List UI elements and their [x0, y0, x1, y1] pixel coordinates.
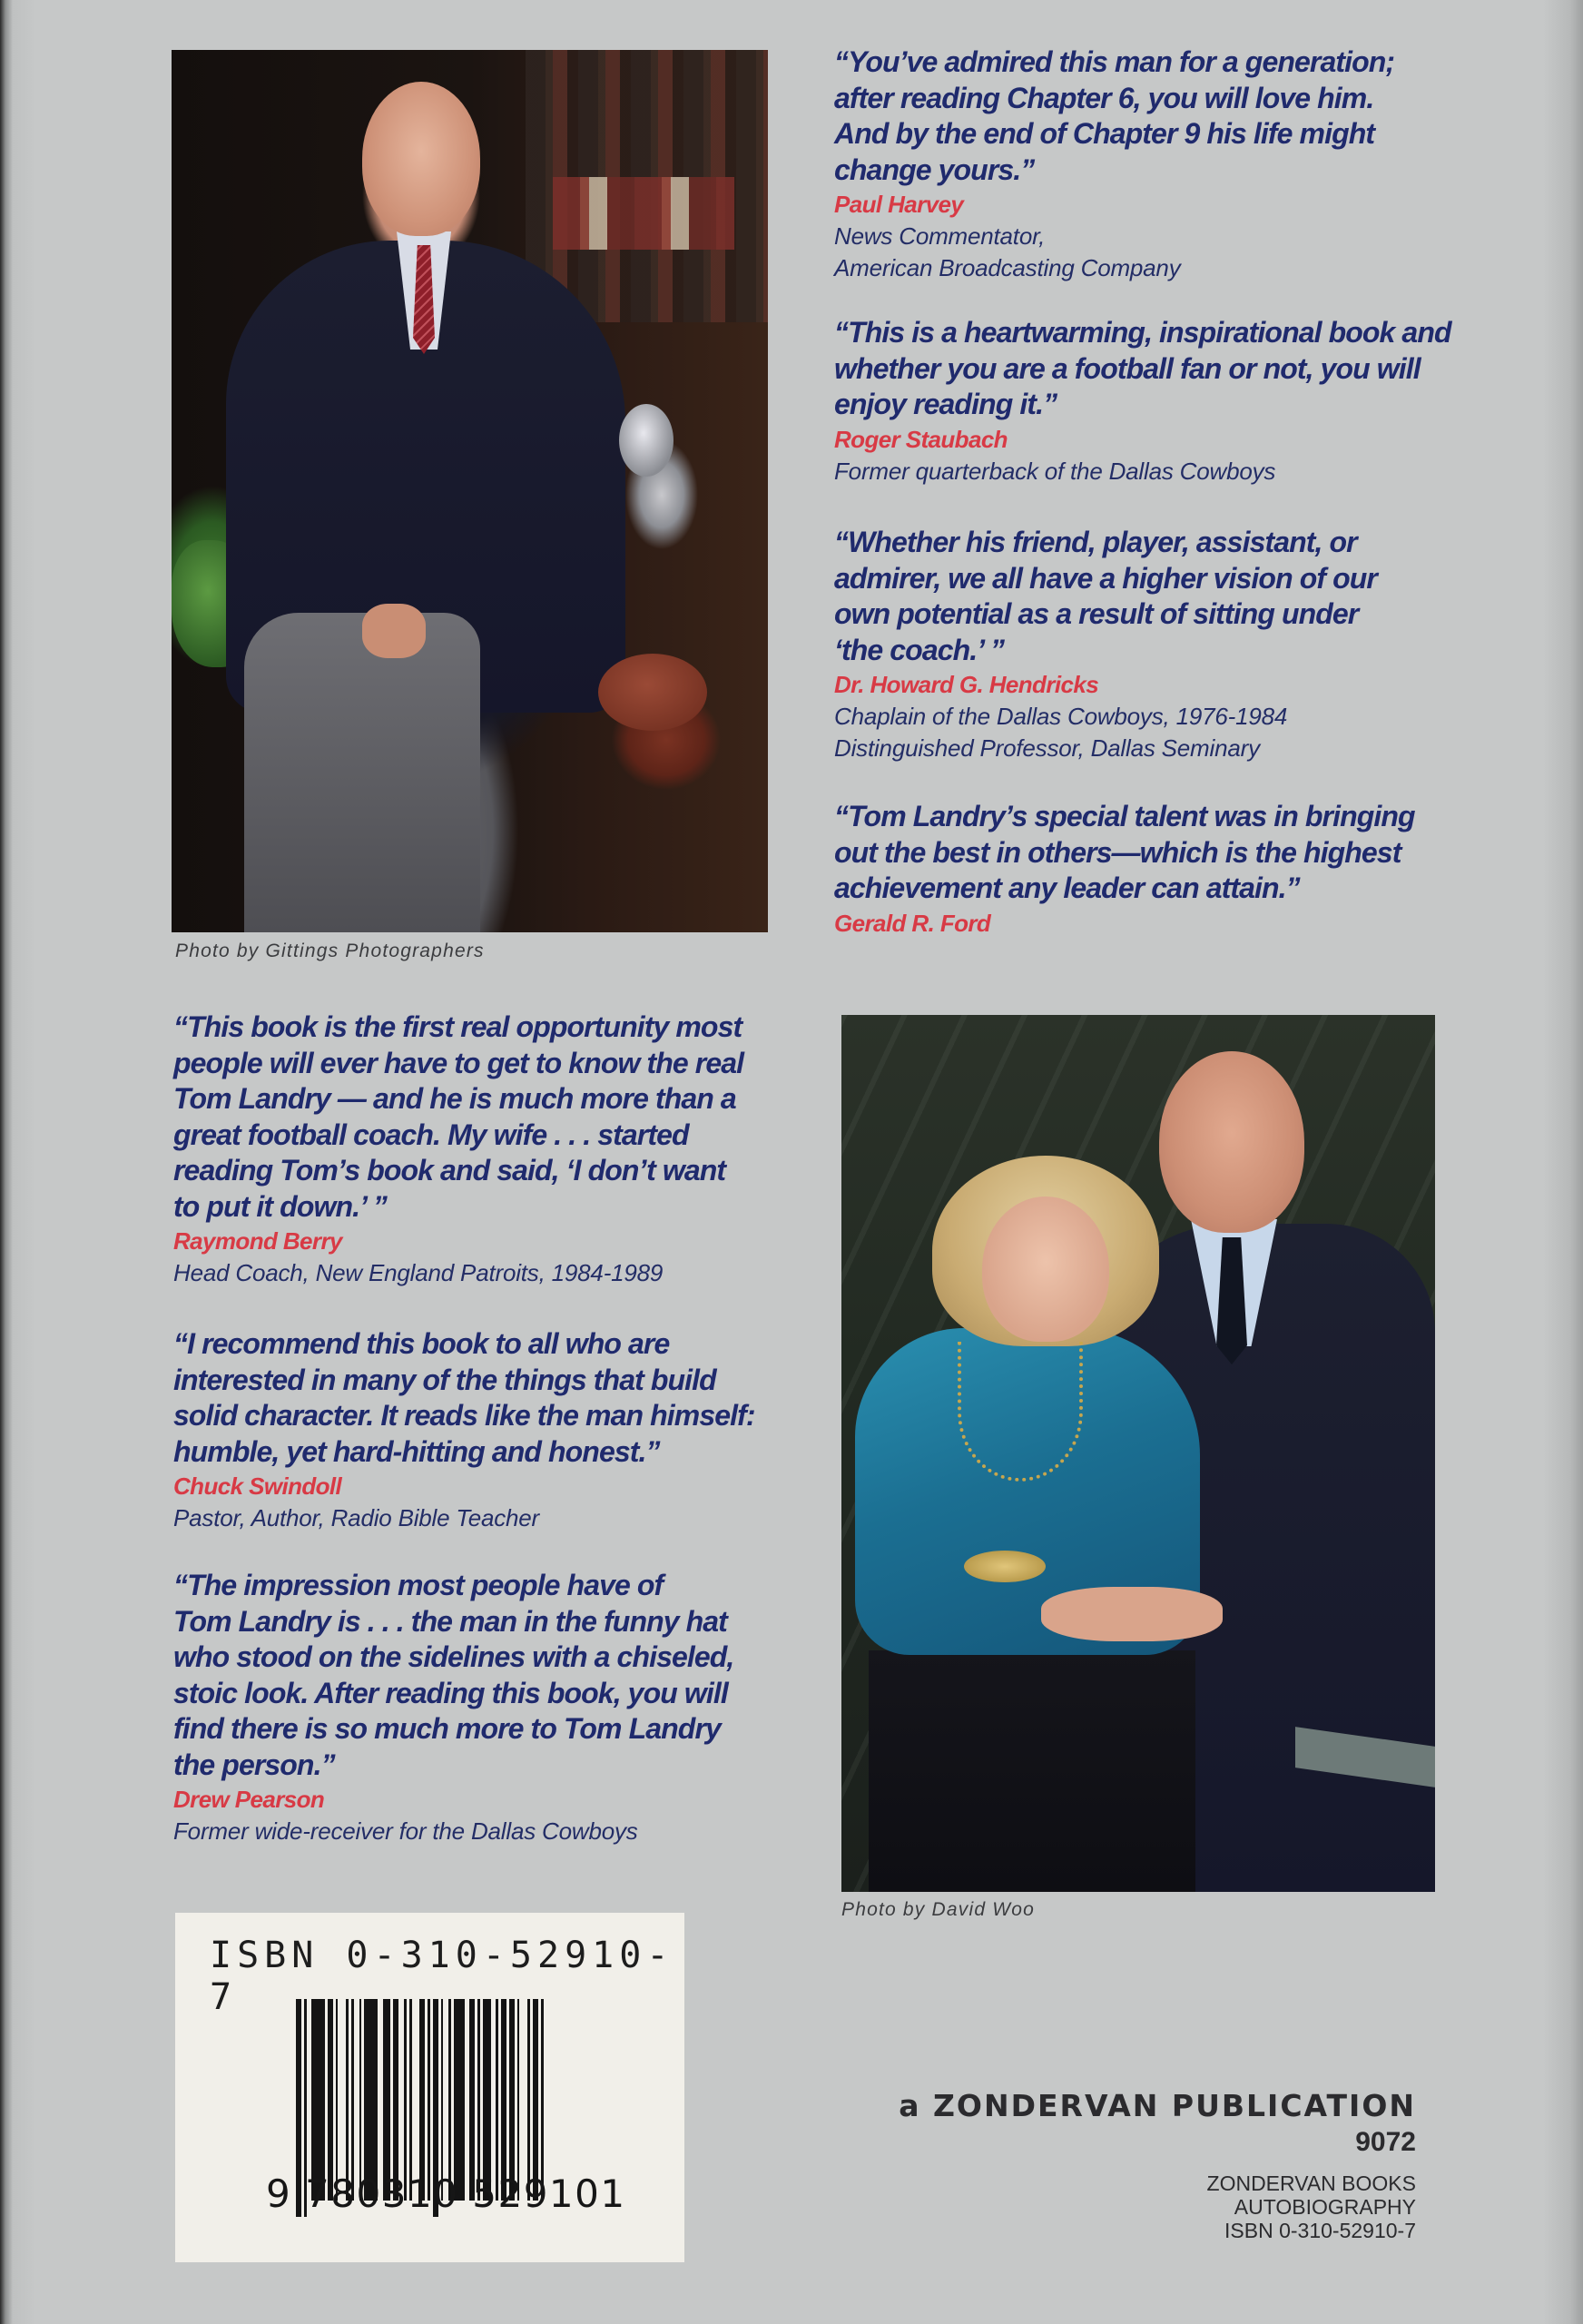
endorsement-howard-hendricks: [834, 525, 1377, 763]
face-graphic: [982, 1196, 1109, 1342]
quote-line: “You’ve admired this man for a generation;: [834, 45, 1395, 78]
publisher-isbn: ISBN 0-310-52910-7: [1224, 2219, 1416, 2242]
publisher-code: 9072: [1355, 2127, 1416, 2157]
barcode-bar: [364, 1999, 378, 2201]
barcode-bar: [483, 1999, 491, 2201]
attribution-title: Head Coach, New England Patroits, 1984-1989: [173, 1259, 664, 1286]
barcode-bar: [336, 1999, 339, 2201]
publisher-imprint: a ZONDERVAN PUBLICATION: [899, 2088, 1416, 2123]
attribution-title: Former wide-receiver for the Dallas Cowboys: [173, 1817, 638, 1845]
quote-line: stoic look. After reading this book, you will: [173, 1676, 728, 1709]
barcode-bar: [454, 1999, 465, 2201]
quote-line: Tom Landry is . . . the man in the funny hat: [173, 1604, 727, 1638]
portrait-photo-couple: [841, 1015, 1435, 1892]
attribution-title: News Commentator,: [834, 222, 1046, 250]
photo-caption-1: Photo by Gittings Photographers: [175, 940, 485, 961]
barcode-digits: 9 780310 529101: [266, 2171, 626, 2216]
quote-line: Tom Landry — and he is much more than a: [173, 1082, 736, 1115]
necklace-graphic: [958, 1342, 1083, 1482]
barcode-bar: [501, 1999, 506, 2201]
barcode-bar: [509, 1999, 515, 2201]
isbn-text: ISBN 0-310-52910-7: [210, 1935, 674, 2018]
quote-line: “Tom Landry’s special talent was in bringing: [834, 800, 1415, 832]
attribution-title: Pastor, Author, Radio Bible Teacher: [173, 1504, 539, 1531]
publisher-category: AUTOBIOGRAPHY: [1234, 2195, 1416, 2219]
football-graphic: [598, 654, 707, 731]
barcode-bar: [311, 1999, 325, 2201]
barcode-bar: [351, 1999, 354, 2201]
attribution-title: Distinguished Professor, Dallas Seminary: [834, 734, 1260, 762]
publisher-line: ZONDERVAN BOOKS: [1206, 2171, 1416, 2195]
attribution-title: Chaplain of the Dallas Cowboys, 1976-1984: [834, 703, 1288, 730]
quote-line: the person.”: [173, 1748, 335, 1781]
barcode-bar: [328, 1999, 333, 2201]
barcode-bar: [517, 1999, 520, 2201]
barcode-bar: [346, 1999, 349, 2201]
barcode-bar: [419, 1999, 425, 2201]
barcode-bar: [404, 1999, 407, 2201]
endorsement-paul-harvey: [834, 44, 1394, 283]
quote-line: humble, yet hard-hitting and honest.”: [173, 1434, 660, 1468]
barcode-bar: [359, 1999, 362, 2201]
quote-line: reading Tom’s book and said, ‘I don’t want: [173, 1154, 726, 1187]
quote-line: own potential as a result of sitting under: [834, 597, 1359, 630]
quote-line: “Whether his friend, player, assistant, or: [834, 526, 1357, 558]
barcode-bar: [441, 1999, 444, 2201]
quote-line: whether you are a football fan or not, you will: [834, 351, 1421, 385]
endorsement-drew-pearson: [173, 1568, 733, 1847]
quote-line: solid character. It reads like the man himself:: [173, 1399, 755, 1432]
isbn-barcode-label: [175, 1913, 684, 2262]
photo-caption-2: Photo by David Woo: [841, 1899, 1036, 1920]
attribution-name: Paul Harvey: [834, 191, 964, 218]
attribution-name: Roger Staubach: [834, 425, 1008, 453]
barcode-bar: [527, 1999, 530, 2201]
attribution-title: Former quarterback of the Dallas Cowboys: [834, 457, 1276, 485]
quote-line: great football coach. My wife . . . started: [173, 1118, 689, 1151]
quote-line: achievement any leader can attain.”: [834, 872, 1300, 904]
quote-line: out the best in others—which is the highest: [834, 835, 1401, 869]
books-graphic: [553, 177, 734, 250]
quote-line: to put it down.’ ”: [173, 1189, 387, 1223]
trousers-graphic: [244, 613, 480, 932]
face-graphic: [1159, 1051, 1304, 1233]
quote-line: “The impression most people have of: [173, 1569, 664, 1601]
skirt-graphic: [869, 1650, 1195, 1892]
trophy-graphic: [619, 404, 674, 477]
barcode-bar: [383, 1999, 391, 2201]
barcode-bar: [409, 1999, 412, 2201]
attribution-name: Drew Pearson: [173, 1786, 325, 1813]
barcode-bar: [428, 1999, 430, 2201]
quote-line: ‘the coach.’ ”: [834, 633, 1005, 666]
quote-line: interested in many of the things that build: [173, 1363, 716, 1396]
quote-line: who stood on the sidelines with a chiseled,: [173, 1640, 734, 1673]
hand-graphic: [362, 604, 426, 658]
quote-line: people will ever have to get to know the real: [173, 1046, 744, 1079]
face-graphic: [362, 82, 480, 236]
endorsement-roger-staubach: [834, 315, 1451, 487]
quote-line: “This book is the first real opportunity most: [173, 1010, 742, 1043]
barcode-bar: [496, 1999, 498, 2201]
attribution-name: Gerald R. Ford: [834, 909, 991, 937]
quote-line: after reading Chapter 6, you will love him.: [834, 81, 1374, 114]
barcode-bar: [448, 1999, 451, 2201]
quote-line: enjoy reading it.”: [834, 388, 1057, 420]
quote-line: “This is a heartwarming, inspirational book and: [834, 316, 1451, 349]
endorsement-gerald-ford: [834, 799, 1415, 940]
quote-line: “I recommend this book to all who are: [173, 1327, 670, 1360]
quote-line: admirer, we all have a higher vision of our: [834, 561, 1377, 595]
barcode-bar: [469, 1999, 475, 2201]
attribution-name: Raymond Berry: [173, 1227, 342, 1255]
endorsement-raymond-berry: [173, 1009, 743, 1289]
quote-line: And by the end of Chapter 9 his life might: [834, 117, 1375, 150]
barcode-bar: [393, 1999, 398, 2201]
attribution-name: Chuck Swindoll: [173, 1472, 342, 1500]
portrait-photo-coach: [172, 50, 768, 932]
barcode-bar: [541, 1999, 544, 2201]
attribution-title: American Broadcasting Company: [834, 253, 1181, 281]
barcode-bar: [533, 1999, 538, 2201]
hands-graphic: [1041, 1587, 1223, 1641]
barcode-bar: [477, 1999, 480, 2201]
attribution-name: Dr. Howard G. Hendricks: [834, 671, 1099, 698]
quote-line: find there is so much more to Tom Landry: [173, 1712, 721, 1745]
quote-line: change yours.”: [834, 153, 1035, 186]
endorsement-chuck-swindoll: [173, 1326, 755, 1534]
belt-buckle-graphic: [964, 1551, 1046, 1582]
